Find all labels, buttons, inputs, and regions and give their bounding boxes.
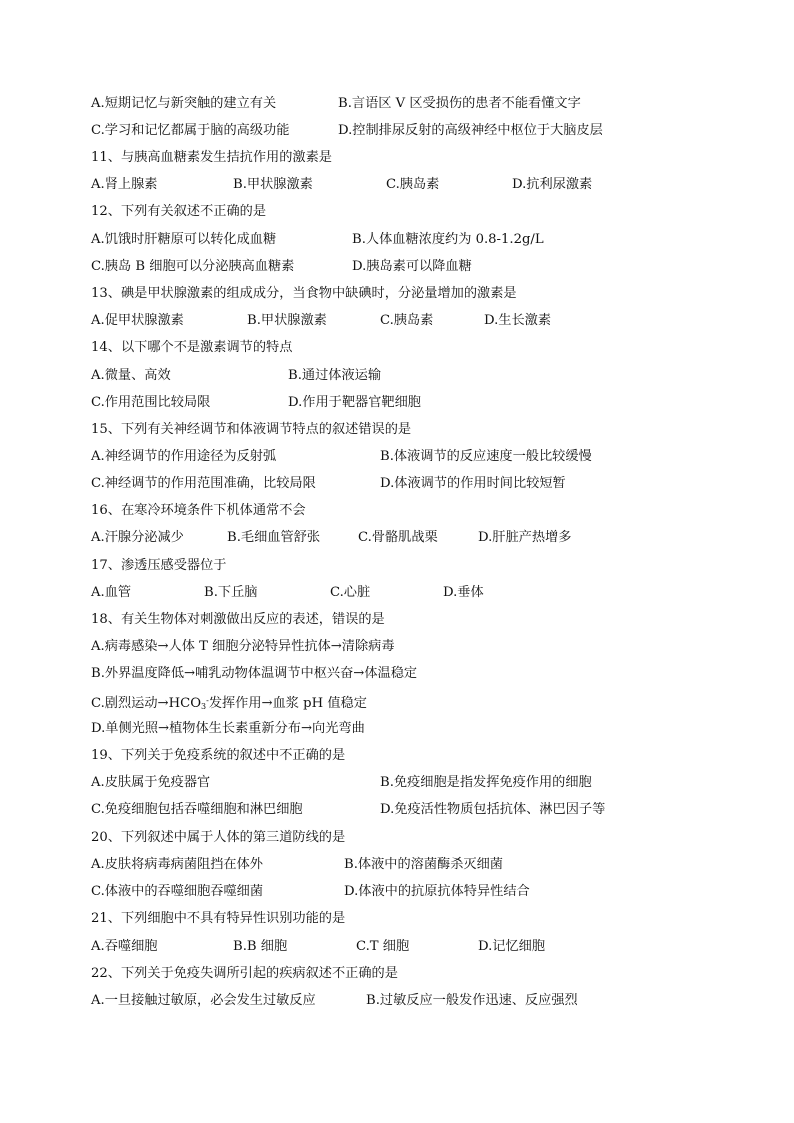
option-d: D.单侧光照→植物体生长素重新分布→向光弯曲 bbox=[91, 721, 365, 736]
option-c-text: C.剧烈运动→HCO bbox=[91, 696, 202, 711]
option-d: D.免疫活性物质包括抗体、淋巴因子等 bbox=[380, 802, 606, 817]
option-c: C.骨骼肌战栗 bbox=[358, 530, 438, 545]
option-b: B.毛细血管舒张 bbox=[227, 530, 321, 545]
option-a: A.饥饿时肝糖原可以转化成血糖 bbox=[91, 232, 277, 247]
option-d: D.记忆细胞 bbox=[478, 939, 546, 954]
option-b: B.体液调节的反应速度一般比较缓慢 bbox=[380, 449, 592, 464]
option-d: D.体液中的抗原抗体特异性结合 bbox=[344, 884, 530, 899]
option-a: A.病毒感染→人体 T 细胞分泌特异性抗体→清除病毒 bbox=[91, 639, 395, 654]
option-a: A.血管 bbox=[91, 585, 132, 600]
option-b: B.甲状腺激素 bbox=[247, 313, 327, 328]
option-a: A.短期记忆与新突触的建立有关 bbox=[91, 96, 277, 111]
option-a: A.神经调节的作用途径为反射弧 bbox=[91, 449, 277, 464]
option-d: D.抗利尿激素 bbox=[512, 177, 593, 192]
option-c: C.T 细胞 bbox=[356, 939, 410, 954]
question-stem-15: 15、下列有关神经调节和体液调节特点的叙述错误的是 bbox=[91, 422, 412, 437]
question-stem-12: 12、下列有关叙述不正确的是 bbox=[91, 204, 267, 219]
option-c: C.胰岛素 bbox=[386, 177, 440, 192]
question-stem-13: 13、碘是甲状腺激素的组成成分，当食物中缺碘时，分泌量增加的激素是 bbox=[91, 286, 517, 301]
option-c-superscript: - bbox=[206, 696, 209, 705]
option-c: C.学习和记忆都属于脑的高级功能 bbox=[91, 123, 290, 138]
option-a: A.皮肤将病毒病菌阻挡在体外 bbox=[91, 857, 263, 872]
option-b: B.过敏反应一般发作迅速、反应强烈 bbox=[366, 993, 578, 1008]
option-c: C.神经调节的作用范围准确，比较局限 bbox=[91, 476, 316, 491]
option-c: C.胰岛 B 细胞可以分泌胰高血糖素 bbox=[91, 259, 295, 274]
option-c-subscript: 3 bbox=[201, 702, 207, 711]
option-d: D.体液调节的作用时间比较短暂 bbox=[380, 476, 566, 491]
option-d: D.垂体 bbox=[443, 585, 484, 600]
option-d: D.胰岛素可以降血糖 bbox=[352, 259, 472, 274]
question-stem-20: 20、下列叙述中属于人体的第三道防线的是 bbox=[91, 830, 346, 845]
option-c-text-tail: 发挥作用→血浆 pH 值稳定 bbox=[208, 696, 367, 711]
option-b: B.甲状腺激素 bbox=[233, 177, 313, 192]
question-stem-21: 21、下列细胞中不具有特异性识别功能的是 bbox=[91, 911, 346, 926]
option-b: B.言语区 V 区受损伤的患者不能看懂文字 bbox=[338, 96, 581, 111]
question-stem-22: 22、下列关于免疫失调所引起的疾病叙述不正确的是 bbox=[91, 966, 398, 981]
option-a: A.汗腺分泌减少 bbox=[91, 530, 184, 545]
question-stem-11: 11、与胰高血糖素发生拮抗作用的激素是 bbox=[91, 150, 332, 165]
option-d: D.生长激素 bbox=[484, 313, 552, 328]
option-b: B.体液中的溶菌酶杀灭细菌 bbox=[344, 857, 503, 872]
option-a: A.皮肤属于免疫器官 bbox=[91, 775, 211, 790]
option-a: A.一旦接触过敏原，必会发生过敏反应 bbox=[91, 993, 316, 1008]
option-c: C.作用范围比较局限 bbox=[91, 395, 211, 410]
option-b: B.下丘脑 bbox=[204, 585, 258, 600]
option-b: B.免疫细胞是指发挥免疫作用的细胞 bbox=[380, 775, 592, 790]
option-a: A.肾上腺素 bbox=[91, 177, 158, 192]
option-b: B.外界温度降低→哺乳动物体温调节中枢兴奋→体温稳定 bbox=[91, 666, 418, 681]
option-d: D.控制排尿反射的高级神经中枢位于大脑皮层 bbox=[338, 123, 603, 138]
option-c: C.胰岛素 bbox=[380, 313, 434, 328]
option-d: D.作用于靶器官靶细胞 bbox=[288, 395, 421, 410]
option-c: C.体液中的吞噬细胞吞噬细菌 bbox=[91, 884, 264, 899]
option-c: C.免疫细胞包括吞噬细胞和淋巴细胞 bbox=[91, 802, 303, 817]
option-d: D.肝脏产热增多 bbox=[478, 530, 572, 545]
option-c bbox=[91, 691, 367, 711]
question-stem-16: 16、在寒冷环境条件下机体通常不会 bbox=[91, 503, 306, 518]
option-a: A.促甲状腺激素 bbox=[91, 313, 184, 328]
option-c: C.心脏 bbox=[330, 585, 371, 600]
option-b: B.人体血糖浓度约为 0.8-1.2g/L bbox=[352, 232, 544, 247]
question-stem-19: 19、下列关于免疫系统的叙述中不正确的是 bbox=[91, 748, 346, 763]
question-stem-14: 14、以下哪个不是激素调节的特点 bbox=[91, 340, 293, 355]
option-a: A.微量、高效 bbox=[91, 368, 171, 383]
option-b: B.B 细胞 bbox=[233, 939, 288, 954]
question-stem-17: 17、渗透压感受器位于 bbox=[91, 558, 227, 573]
option-b: B.通过体液运输 bbox=[288, 368, 382, 383]
question-stem-18: 18、有关生物体对刺激做出反应的表述，错误的是 bbox=[91, 612, 385, 627]
option-a: A.吞噬细胞 bbox=[91, 939, 158, 954]
